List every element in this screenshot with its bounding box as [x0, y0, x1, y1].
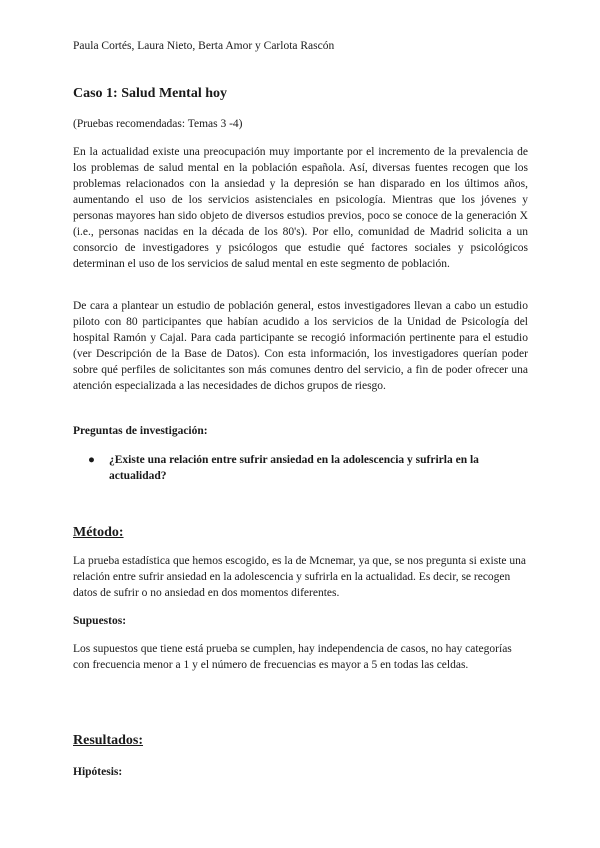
recommended-tests: (Pruebas recomendadas: Temas 3 -4)	[73, 118, 243, 130]
results-heading: Resultados:	[73, 733, 144, 748]
method-paragraph: La prueba estadística que hemos escogido, es la de Mcnemar, ya que, se nos pregunta si existe una relación entre sufrir ansiedad en la adolescencia y sufrirla en la actualidad. Es decir, se recogen datos de sufrir o no ansiedad en dos momentos diferentes.	[73, 555, 527, 599]
authors-header: Paula Cortés, Laura Nieto, Berta Amor y Carlota Rascón	[73, 40, 335, 52]
research-question-text: ¿Existe una relación entre sufrir ansiedad en la adolescencia y sufrirla en la actualidad?	[109, 454, 479, 482]
research-questions-heading: Preguntas de investigación:	[73, 425, 208, 437]
case-title: Caso 1: Salud Mental hoy	[73, 86, 228, 101]
intro-paragraph: En la actualidad existe una preocupación muy importante por el incremento de la prevalencia de los problemas de salud mental en la población española. Así, diversas fuentes recogen que los problemas relacionados con la ansiedad y la depresión se han disparado en los últimos años, aumentando el uso de los servicios asistenciales en psicología. Mientras que los jóvenes y personas mayores han sido objeto de diversos estudios previos, poco se conoce de la generación X (i.e., personas nacidas en la década de los 80's). Por ello, comunidad de Madrid solicita a un consorcio de investigadores y psicólogos que estudie qué factores sociales y psicológicos determinan el uso de los servicios de salud mental en este segmento de población.	[73, 146, 528, 270]
assumptions-paragraph: Los supuestos que tiene está prueba se cumplen, hay independencia de casos, no hay categorías con frecuencia menor a 1 y el número de frecuencias es mayor a 5 en todas las celdas.	[73, 643, 512, 671]
bullet-icon: ●	[88, 454, 95, 466]
assumptions-heading: Supuestos:	[73, 615, 127, 627]
method-heading: Método:	[73, 525, 124, 540]
study-paragraph: De cara a plantear un estudio de población general, estos investigadores llevan a cabo un estudio piloto con 80 participantes que habían acudido a los servicios de la Unidad de Psicología del hospital Ramón y Cajal. Para cada participante se recogió información pertinente para el estudio (ver Descripción de la Base de Datos). Con esta información, los investigadores querían poder sobre qué perfiles de solicitantes son más comunes dentro del servicio, a fin de poder ofrecer una atención especializada a las necesidades de dichos grupos de riesgo.	[73, 300, 528, 392]
hypothesis-heading: Hipótesis:	[73, 766, 123, 778]
